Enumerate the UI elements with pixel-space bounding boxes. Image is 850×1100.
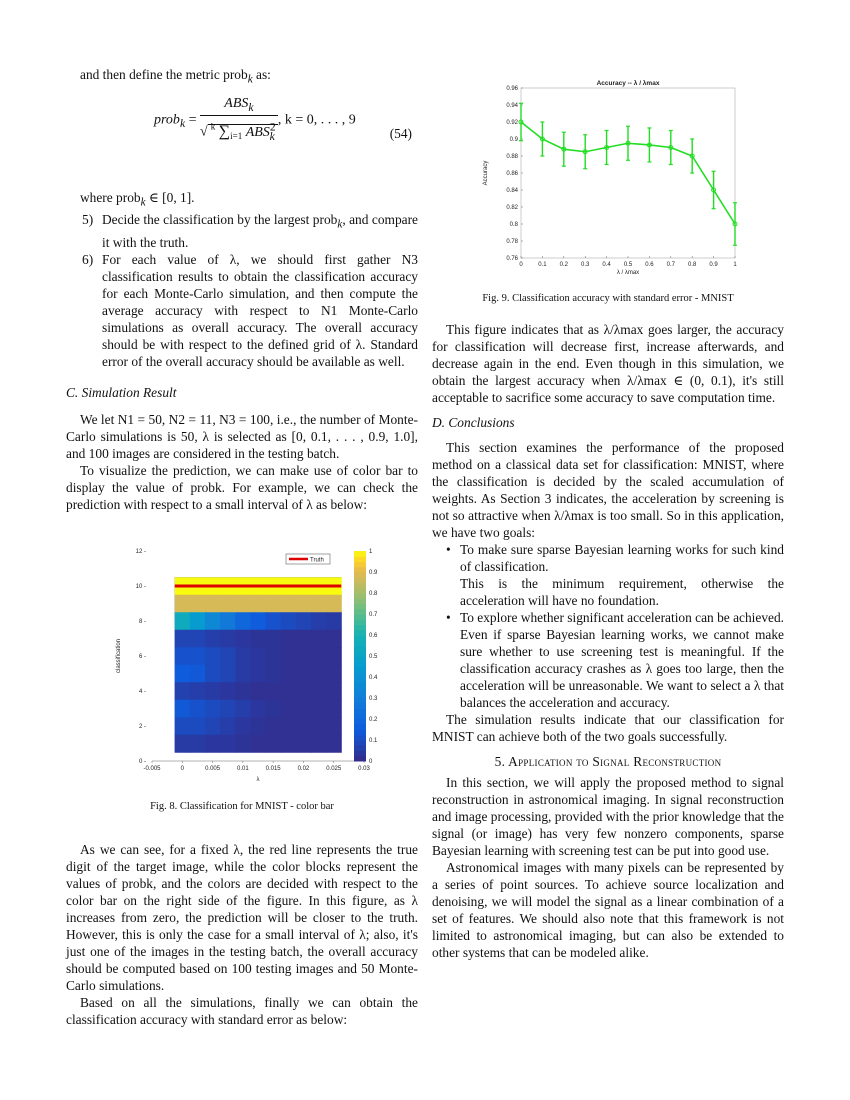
heatmap-cell <box>220 735 236 753</box>
heatmap-cell <box>266 665 282 683</box>
figure-8-caption: Fig. 8. Classification for MNIST - color bar <box>150 801 334 813</box>
x-tick-label: 0 <box>519 262 523 268</box>
colorbar-segment <box>354 688 366 694</box>
heatmap-cell <box>266 612 282 630</box>
heatmap-cell <box>296 665 312 683</box>
y-tick-label: 4 - <box>138 689 146 696</box>
paragraph: This section examines the performance of the proposed method on a classical data set for classification: MNIST, where the classification is decided by the scaled accumulation of weights. As Section 3 indicates, the acceleration by screening is not so attractive when λ/λmax is too small. So in this application, we have two goals: <box>432 440 784 540</box>
section-5-heading: 5. Application to Signal Reconstruction <box>494 754 722 769</box>
heatmap-cell <box>250 595 266 613</box>
legend-label: Truth <box>310 557 324 564</box>
y-axis-label: classification <box>116 639 122 674</box>
y-axis-label: Accuracy <box>483 160 489 186</box>
heatmap-cell <box>326 630 342 648</box>
colorbar-segment <box>354 614 366 620</box>
colorbar-segment <box>354 598 366 604</box>
colorbar-segment <box>354 724 366 730</box>
colorbar-segment <box>354 619 366 625</box>
heatmap-cell <box>235 665 251 683</box>
colorbar-segment <box>354 635 366 641</box>
heatmap-cell <box>326 647 342 665</box>
colorbar-segment <box>354 572 366 578</box>
heatmap-cell <box>250 665 266 683</box>
colorbar-segment <box>354 751 366 757</box>
x-tick-label: 0.005 <box>205 766 221 773</box>
colorbar-segment <box>354 677 366 683</box>
heatmap-cell <box>250 682 266 700</box>
x-tick-label: 0.5 <box>623 262 633 268</box>
heatmap-cell <box>311 700 327 718</box>
y-tick-label: 0.8 <box>509 222 518 228</box>
colorbar-segment <box>354 730 366 736</box>
heatmap-cell <box>175 735 191 753</box>
heatmap-cell <box>205 700 221 718</box>
heatmap-cell <box>281 612 297 630</box>
paragraph: In this section, we will apply the proposed method to signal reconstruction in astronomical imaging. In signal reconstruction and image processing, provided with the prior knowledge that the signal (or image) has very few nonzero components, sparse Bayesian learning with screening test can be put into good use. <box>432 775 784 858</box>
y-tick-label: 0.94 <box>506 103 518 109</box>
x-tick-label: 0.9 <box>709 262 718 268</box>
heatmap-cell <box>175 630 191 648</box>
heatmap-cell <box>296 647 312 665</box>
colorbar-segment <box>354 735 366 741</box>
colorbar-segment <box>354 588 366 594</box>
paragraph: Based on all the simulations, finally we can obtain the classification accuracy with standard error as below: <box>66 995 418 1028</box>
heatmap-cell <box>220 717 236 735</box>
heatmap-cell <box>250 630 266 648</box>
x-tick-label: 0.2 <box>559 262 568 268</box>
heatmap-cell <box>220 630 236 648</box>
figure-9-caption: Fig. 9. Classification accuracy with standard error - MNIST <box>482 293 734 304</box>
x-tick-label: 0.02 <box>297 766 310 773</box>
heatmap-cell <box>220 700 236 718</box>
colorbar-tick-label: 0.8 <box>369 591 378 598</box>
colorbar-tick-label: 0.1 <box>369 738 378 745</box>
colorbar-segment <box>354 556 366 562</box>
heatmap-cell <box>250 700 266 718</box>
heatmap-cell <box>175 647 191 665</box>
colorbar-tick-label: 0.5 <box>369 654 378 661</box>
y-tick-label: 0.76 <box>506 256 518 262</box>
heatmap-cell <box>235 612 251 630</box>
where-line: where prob$_k$ ∈ [0, 1]. <box>80 189 195 209</box>
heatmap-cell <box>235 717 251 735</box>
colorbar-segment <box>354 698 366 704</box>
heatmap-cell <box>281 665 297 683</box>
heatmap-cell <box>190 682 206 700</box>
section-d-heading: D. Conclusions <box>432 415 515 430</box>
heatmap-cell <box>311 630 327 648</box>
heatmap-cell <box>205 647 221 665</box>
colorbar-segment <box>354 656 366 662</box>
heatmap-cell <box>266 647 282 665</box>
bullet-item: • To make sure sparse Bayesian learning works for such kind of classification. This is the minimum requirement, otherwise the acceleration will have no foundation. <box>446 542 784 608</box>
x-tick-label: -0.005 <box>143 766 161 773</box>
heatmap-cell <box>220 647 236 665</box>
heatmap-cell <box>250 612 266 630</box>
heatmap-cell <box>190 717 206 735</box>
heatmap-cell <box>281 735 297 753</box>
heatmap-cell <box>281 682 297 700</box>
colorbar-segment <box>354 756 366 762</box>
y-tick-label: 0.9 <box>509 137 518 143</box>
heatmap-cell <box>266 700 282 718</box>
y-tick-label: 0 - <box>138 759 146 766</box>
heatmap-cell <box>326 612 342 630</box>
colorbar-segment <box>354 593 366 599</box>
heatmap-cell <box>296 595 312 613</box>
heatmap-cell <box>311 595 327 613</box>
heatmap-cell <box>190 630 206 648</box>
heatmap-cell <box>281 630 297 648</box>
heatmap-cell <box>205 630 221 648</box>
heatmap-cell <box>281 647 297 665</box>
colorbar-tick-label: 0.4 <box>369 675 378 682</box>
heatmap-cell <box>205 682 221 700</box>
colorbar-tick-label: 1 <box>369 549 373 556</box>
heatmap-cell <box>296 630 312 648</box>
heatmap-cell <box>175 700 191 718</box>
heatmap-cell <box>190 647 206 665</box>
y-tick-label: 0.92 <box>506 120 518 126</box>
x-tick-label: 0.025 <box>326 766 342 773</box>
colorbar-tick-label: 0.9 <box>369 570 378 577</box>
heatmap-cell <box>235 595 251 613</box>
paragraph: As we can see, for a fixed λ, the red line represents the true digit of the target image, while the color blocks represent the values of probk, and the colors are decided with respect to the color bar on the right side of the figure. In this figure, as λ increases from zero, the prediction will be closer to the truth. However, this is only the case for a small interval of λ; also, it's just one of the images in the testing batch, the overall accuracy should be computed based on 100 testing images and 50 Monte-Carlo simulations. <box>66 842 418 994</box>
heatmap-cell <box>326 717 342 735</box>
colorbar-segment <box>354 583 366 589</box>
paragraph: Astronomical images with many pixels can be represented by a series of point sources. To achieve source localization and denoising, we will model the signal as a linear combination of a set of features. We should also note that this framework is not limited to astronomical imaging, but can also be extended to other systems that can be modeled alike. <box>432 860 784 960</box>
left-column <box>66 66 418 1028</box>
heatmap-cell <box>175 612 191 630</box>
heatmap-cell <box>281 595 297 613</box>
heatmap-cell <box>296 682 312 700</box>
heatmap-cell <box>205 612 221 630</box>
colorbar-segment <box>354 703 366 709</box>
heatmap-cell <box>250 717 266 735</box>
heatmap-cell <box>266 735 282 753</box>
heatmap-cell <box>296 700 312 718</box>
heatmap-cell <box>281 717 297 735</box>
colorbar-segment <box>354 661 366 667</box>
colorbar-segment <box>354 651 366 657</box>
colorbar-segment <box>354 709 366 715</box>
heatmap-cell <box>311 717 327 735</box>
equation-number: (54) <box>389 125 412 141</box>
x-tick-label: 0.01 <box>237 766 249 773</box>
y-tick-label: 0.86 <box>506 171 518 177</box>
heatmap-cell <box>220 612 236 630</box>
heatmap-cell <box>235 735 251 753</box>
heatmap-cell <box>311 665 327 683</box>
colorbar-segment <box>354 625 366 631</box>
colorbar-segment <box>354 604 366 610</box>
x-tick-label: 1 <box>733 262 737 268</box>
heatmap-cell <box>326 682 342 700</box>
x-tick-label: 0.4 <box>602 262 611 268</box>
heatmap-cell <box>326 700 342 718</box>
heatmap-cell <box>205 717 221 735</box>
paragraph: To visualize the prediction, we can make use of color bar to display the value of probk. For example, we can check the prediction with respect to a small interval of λ as below: <box>66 463 418 513</box>
heatmap-cell <box>266 717 282 735</box>
heatmap-cell <box>220 682 236 700</box>
section-c-heading: C. Simulation Result <box>66 385 177 401</box>
heatmap-cell <box>175 717 191 735</box>
x-tick-label: 0.1 <box>538 262 547 268</box>
heatmap-cell <box>250 647 266 665</box>
colorbar-tick-label: 0.2 <box>369 717 378 724</box>
x-tick-label: 0.015 <box>265 766 281 773</box>
heatmap-cell <box>190 735 206 753</box>
x-tick-label: 0.6 <box>645 262 654 268</box>
colorbar-segment <box>354 693 366 699</box>
heatmap-cell <box>266 630 282 648</box>
heatmap-cell <box>281 700 297 718</box>
heatmap-cell <box>296 612 312 630</box>
chart-title: Accuracy -- λ / λmax <box>596 80 660 87</box>
list-item-6: 6) For each value of λ, we should first gather N3 classification results to obtain the classification accuracy for each Monte-Carlo simulation, and then compute the average accuracy with respect to N1 Monte-Carlo simulations as overall accuracy. The overall accuracy should be with respect to the defined grid of λ. Standard error of the overall accuracy should be available as well. <box>82 252 418 370</box>
heatmap-cell <box>175 682 191 700</box>
x-tick-label: 0.7 <box>666 262 675 268</box>
x-tick-label: 0.03 <box>358 766 370 773</box>
heatmap-cell <box>296 717 312 735</box>
colorbar-segment <box>354 672 366 678</box>
x-axis-label: λ / λmax <box>616 270 640 276</box>
colorbar-segment <box>354 562 366 568</box>
colorbar-segment <box>354 567 366 573</box>
colorbar-segment <box>354 714 366 720</box>
heatmap-cell <box>235 700 251 718</box>
colorbar-segment <box>354 719 366 725</box>
heatmap-cell <box>311 682 327 700</box>
heatmap-cell <box>205 595 221 613</box>
y-tick-label: 0.84 <box>506 188 518 194</box>
heatmap-cell <box>220 595 236 613</box>
colorbar-segment <box>354 682 366 688</box>
heatmap-cell <box>190 612 206 630</box>
colorbar-segment <box>354 551 366 557</box>
y-tick-label: 8 - <box>138 619 146 626</box>
colorbar-segment <box>354 630 366 636</box>
right-column <box>432 76 784 961</box>
y-tick-label: 2 - <box>138 724 146 731</box>
accuracy-line-chart <box>473 76 743 276</box>
colorbar-segment <box>354 577 366 583</box>
heatmap-cell <box>326 735 342 753</box>
heatmap-cell <box>235 682 251 700</box>
heatmap-cell <box>235 630 251 648</box>
heatmap-cell <box>266 682 282 700</box>
paragraph: This figure indicates that as λ/λmax goes larger, the accuracy for classification will decrease first, increase afterwards, and decrease again in the end. Even though in this simulation, we obtain the largest accuracy when λ/λmax ∈ (0, 0.1), it's still acceptable to sacrifice some accuracy to save computation time. <box>432 322 784 405</box>
colorbar-segment <box>354 667 366 673</box>
y-tick-label: 0.78 <box>506 239 518 245</box>
x-tick-label: 0 <box>180 766 184 773</box>
heatmap-cell <box>175 665 191 683</box>
colorbar-segment <box>354 640 366 646</box>
colorbar-segment <box>354 740 366 746</box>
paragraph: We let N1 = 50, N2 = 11, N3 = 100, i.e., the number of Monte-Carlo simulations is 50, λ is selected as [0, 0.1, . . . , 0.9, 1.0], and 100 images are considered in the testing batch. <box>66 412 418 462</box>
y-tick-label: 10 - <box>135 584 146 591</box>
heatmap-cell <box>250 735 266 753</box>
colorbar-tick-label: 0.6 <box>369 633 378 640</box>
y-tick-label: 6 - <box>138 654 146 661</box>
heatmap-cell <box>326 665 342 683</box>
x-axis-label: λ <box>256 777 260 784</box>
y-tick-label: 0.88 <box>506 154 518 160</box>
list-item-5: 5) Decide the classification by the largest prob$_k$, and compare it with the truth. <box>82 212 418 251</box>
heatmap-cell <box>326 595 342 613</box>
equation-intro: and then define the metric prob$_k$ as: <box>80 67 271 86</box>
heatmap-cell <box>205 735 221 753</box>
colorbar-segment <box>354 745 366 751</box>
colorbar-tick-label: 0 <box>369 759 373 766</box>
colorbar-tick-label: 0.3 <box>369 696 378 703</box>
y-tick-label: 0.82 <box>506 205 518 211</box>
heatmap-cell <box>311 647 327 665</box>
heatmap-cell <box>190 665 206 683</box>
x-tick-label: 0.8 <box>688 262 697 268</box>
heatmap-cell <box>266 595 282 613</box>
heatmap-cell <box>190 700 206 718</box>
colorbar-segment <box>354 646 366 652</box>
equation-54: prob$_k$ = $\frac{ABS_k}{√ ^k \sum i=1 ABS^2_k}$ , k = 0, . . . , 9 (54) <box>154 95 412 143</box>
heatmap-figure <box>102 541 382 786</box>
colorbar-tick-label: 0.7 <box>369 612 378 619</box>
paragraph: The simulation results indicate that our classification for MNIST can achieve both of the two goals successfully. <box>432 712 784 744</box>
heatmap-cell <box>220 665 236 683</box>
heatmap-cell <box>190 595 206 613</box>
colorbar-segment <box>354 609 366 615</box>
bullet-item: • To explore whether significant acceleration can be achieved. Even if sparse Bayesian learning works, we cannot make sure whether to use screening test is meaningful. If the classification accuracy crashes as λ goes too large, then the acceleration will be unreasonable. We want to select a λ that balances the acceleration and accuracy. <box>446 610 784 710</box>
heatmap-cell <box>205 665 221 683</box>
heatmap-cell <box>311 735 327 753</box>
y-tick-label: 0.96 <box>506 86 518 92</box>
y-tick-label: 12 - <box>135 549 146 556</box>
heatmap-cell <box>311 612 327 630</box>
heatmap-cell <box>235 647 251 665</box>
heatmap-cell <box>296 735 312 753</box>
x-tick-label: 0.3 <box>581 262 590 268</box>
heatmap-cell <box>175 595 191 613</box>
